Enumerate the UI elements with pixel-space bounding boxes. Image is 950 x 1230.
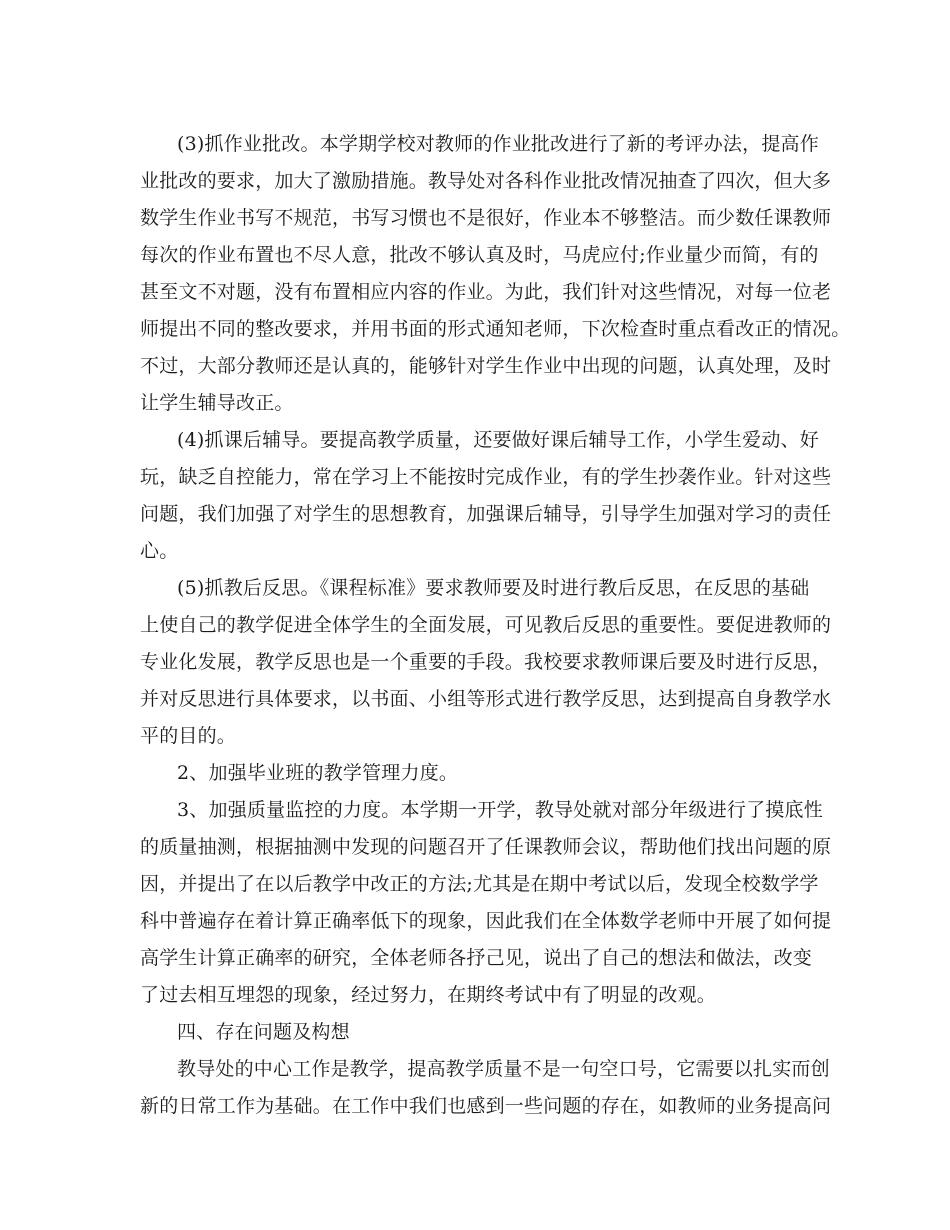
text-line: 不过，大部分教师还是认真的，能够针对学生作业中出现的问题，认真处理，及时 [140, 355, 832, 377]
text-line: 因，并提出了在以后教学中改正的方法;尤其是在期中考试以后，发现全校数学学 [140, 873, 819, 895]
text-line: 玩，缺乏自控能力，常在学习上不能按时完成作业，有的学生抄袭作业。针对这些 [140, 466, 832, 488]
text-line: 心。 [140, 540, 179, 562]
text-line: 让学生辅导改正。 [140, 392, 294, 414]
text-line: 每次的作业布置也不尽人意，批改不够认真及时，马虎应付;作业量少而简，有的 [140, 244, 819, 266]
text-line: 并对反思进行具体要求，以书面、小组等形式进行教学反思，达到提高自身教学水 [140, 688, 832, 710]
text-line: 专业化发展，教学反思也是一个重要的手段。我校要求教师课后要及时进行反思， [140, 651, 832, 673]
text-line: 师提出不同的整改要求，并用书面的形式通知老师，下次检查时重点看改正的情况。 [140, 318, 851, 340]
text-line: (5)抓教后反思。《课程标准》要求教师要及时进行教后反思，在反思的基础 [177, 577, 810, 599]
text-line: 高学生计算正确率的研究，全体老师各抒己见，说出了自己的想法和做法，改变 [140, 947, 813, 969]
text-line: (3)抓作业批改。本学期学校对教师的作业批改进行了新的考评办法，提高作 [177, 133, 819, 155]
text-line: 教导处的中心工作是教学，提高教学质量不是一句空口号，它需要以扎实而创 [177, 1058, 830, 1080]
text-line: 2、加强毕业班的教学管理力度。 [177, 762, 459, 784]
section-heading: 四、存在问题及构想 [177, 1021, 350, 1043]
text-line: 甚至文不对题，没有布置相应内容的作业。为此，我们针对这些情况，对每一位老 [140, 281, 832, 303]
text-line: 3、加强质量监控的力度。本学期一开学，教导处就对部分年级进行了摸底性 [177, 799, 823, 821]
text-line: 了过去相互埋怨的现象，经过努力，在期终考试中有了明显的改观。 [140, 984, 717, 1006]
text-line: (4)抓课后辅导。要提高教学质量，还要做好课后辅导工作，小学生爱动、好 [177, 429, 819, 451]
text-line: 数学生作业书写不规范，书写习惯也不是很好，作业本不够整洁。而少数任课教师 [140, 207, 832, 229]
text-line: 上使自己的教学促进全体学生的全面发展，可见教后反思的重要性。要促进教师的 [140, 614, 832, 636]
text-line: 业批改的要求，加大了激励措施。教导处对各科作业批改情况抽查了四次，但大多 [140, 170, 832, 192]
text-line: 的质量抽测，根据抽测中发现的问题召开了任课教师会议，帮助他们找出问题的原 [140, 836, 832, 858]
text-line: 问题，我们加强了对学生的思想教育，加强课后辅导，引导学生加强对学习的责任 [140, 503, 832, 525]
text-line: 新的日常工作为基础。在工作中我们也感到一些问题的存在，如教师的业务提高问 [140, 1095, 832, 1117]
text-line: 平的目的。 [140, 725, 237, 747]
text-line: 科中普遍存在着计算正确率低下的现象，因此我们在全体数学老师中开展了如何提 [140, 910, 832, 932]
